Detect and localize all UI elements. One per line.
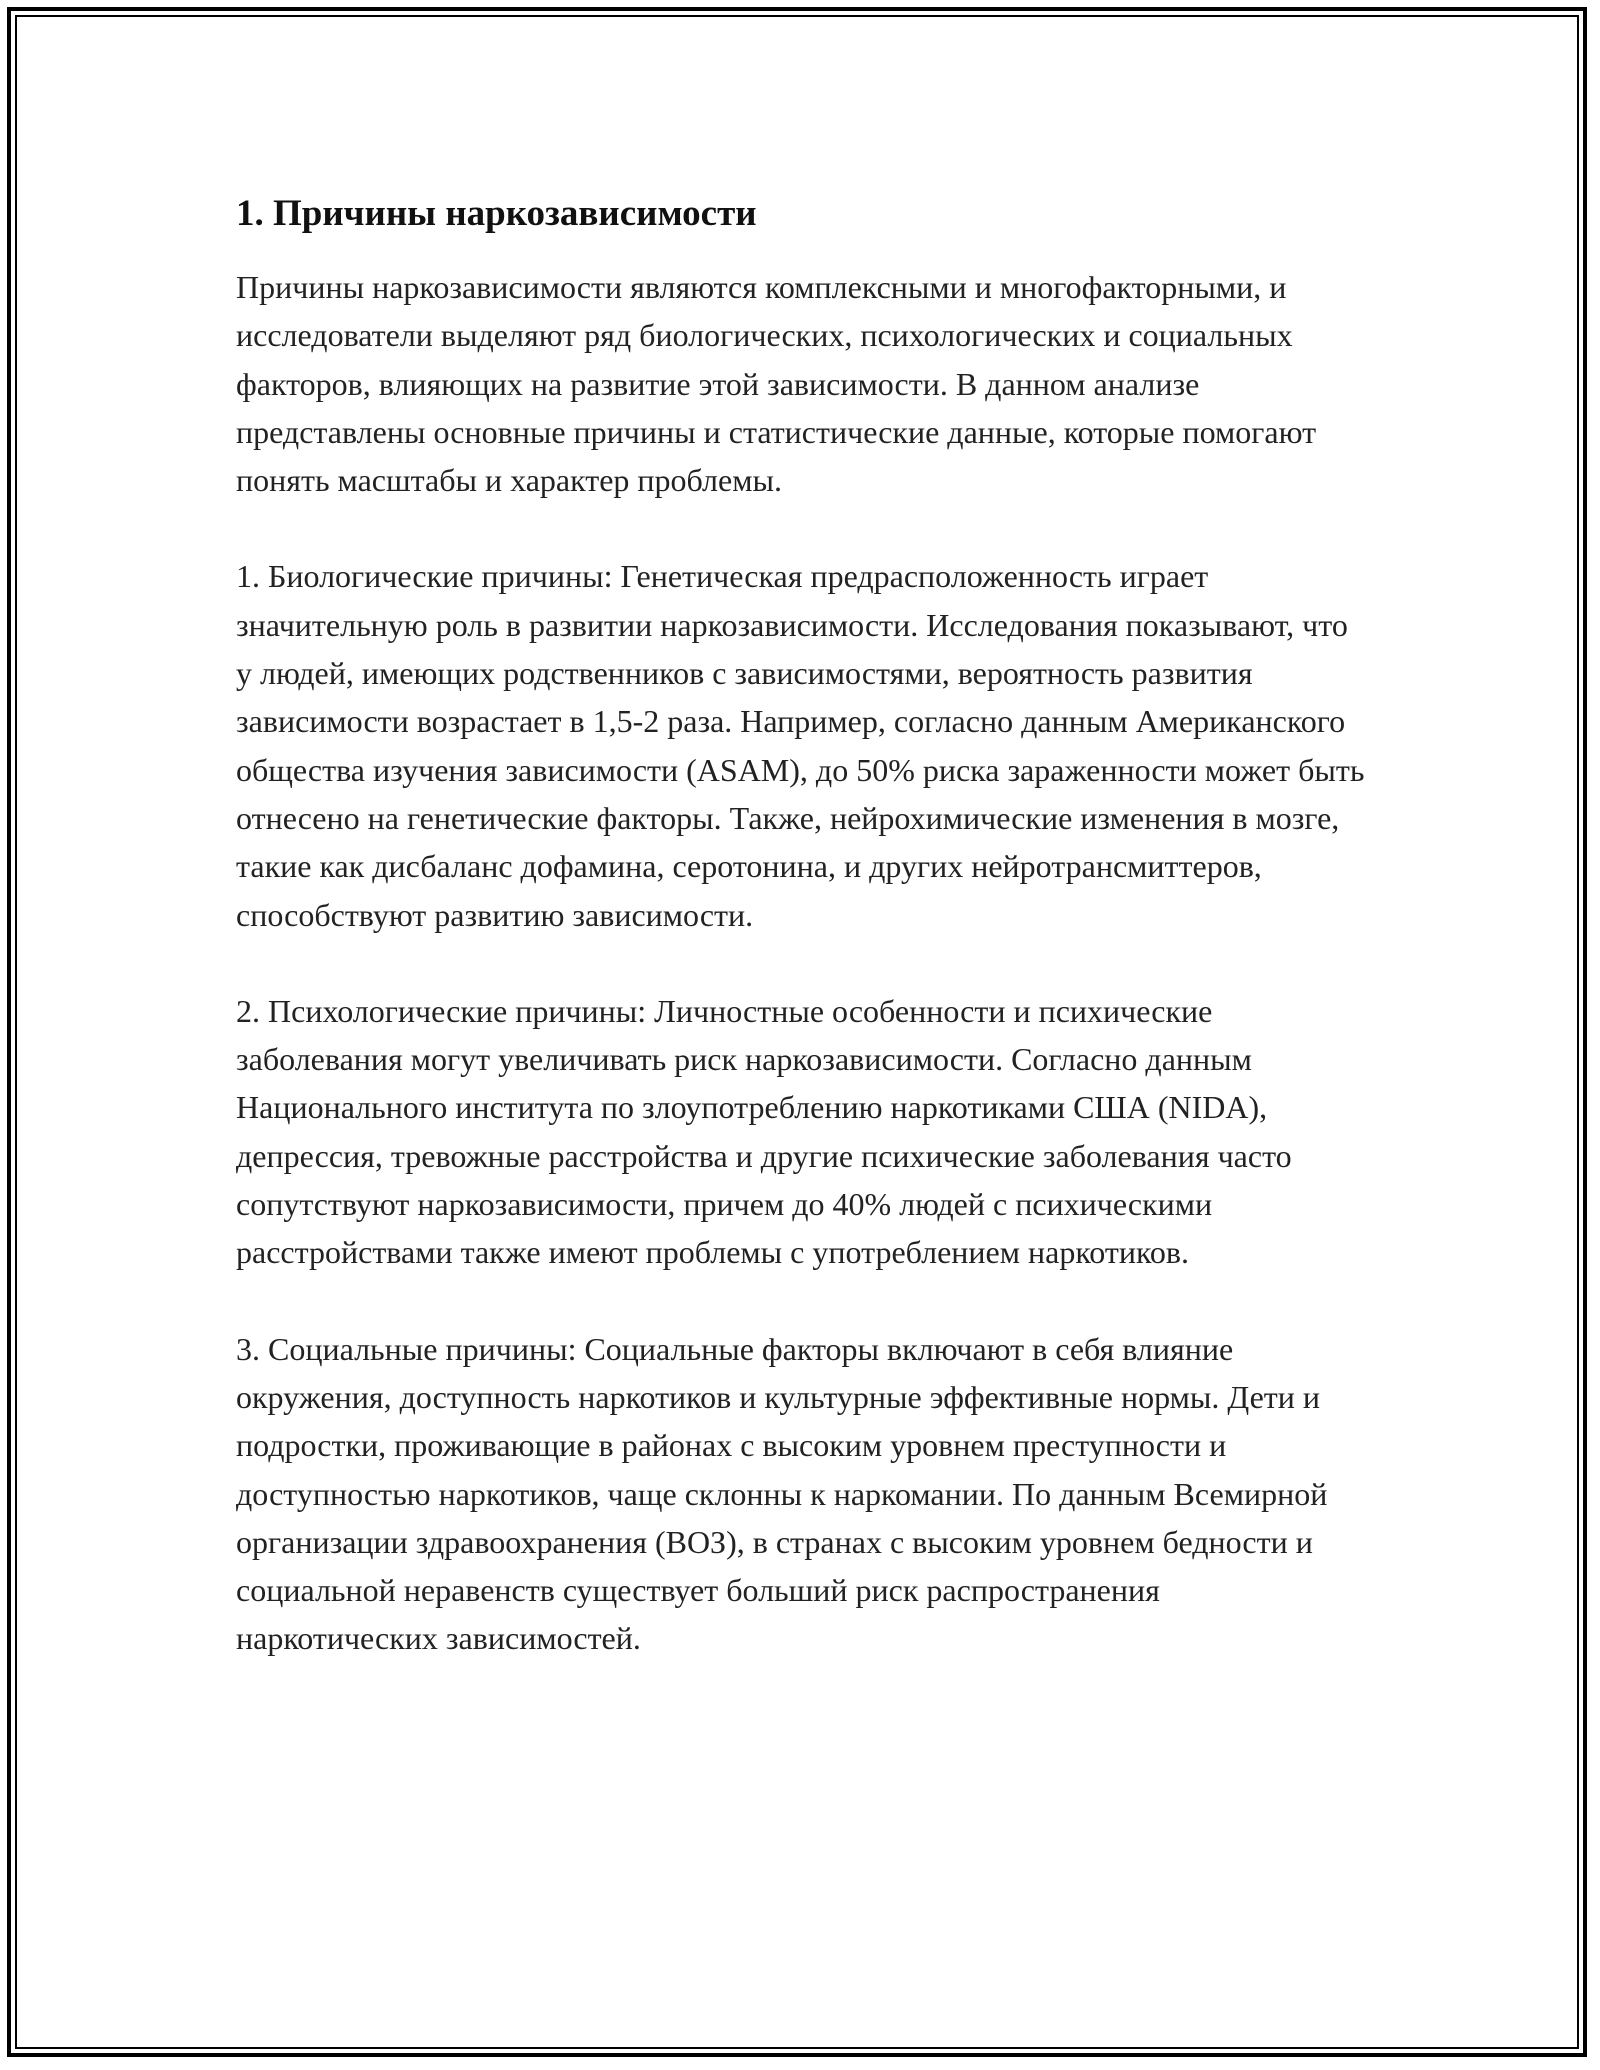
intro-paragraph: Причины наркозависимости являются комплексными и многофакторными, и исследователи выделяют ряд биологических, психологических и социальных факторов, влияющих на развитие этой зависимости. В данном анализе представлены основные причины и статистические данные, которые помогают понять масштабы и характер проблемы. (236, 269, 1317, 499)
document-body (236, 185, 1366, 1711)
section-heading: 1. Причины наркозависимости (236, 193, 757, 234)
social-causes-paragraph: 3. Социальные причины: Социальные факторы включают в себя влияние окружения, доступность наркотиков и культурные эффективные нормы. Дети и подростки, проживающие в районах с высоким уровнем преступности и доступностью наркотиков, чаще склонны к наркомании. По данным Всемирной организации здравоохранения (ВОЗ), в странах с высоким уровнем бедности и социальной неравенств существует больший риск распространения наркотических зависимостей. (236, 1330, 1328, 1657)
biological-causes-paragraph: 1. Биологические причины: Генетическая предрасположенность играет значительную роль в развитии наркозависимости. Исследования показывают, что у людей, имеющих родственников с зависимостями, вероятность развития зависимости возрастает в 1,5-2 раза. Например, согласно данным Американского общества изучения зависимости (ASAM), до 50% риска зараженности может быть отнесено на генетические факторы. Также, нейрохимические изменения в мозге, такие как дисбаланс дофамина, серотонина, и других нейротрансмиттеров, способствуют развитию зависимости. (236, 558, 1365, 933)
psychological-causes-paragraph: 2. Психологические причины: Личностные особенности и психические заболевания могут увеличивать риск наркозависимости. Согласно данным Национального института по злоупотреблению наркотиками США (NIDA), депрессия, тревожные расстройства и другие психические заболевания часто сопутствуют наркозависимости, причем до 40% людей с психическими расстройствами также имеют проблемы с употреблением наркотиков. (236, 992, 1292, 1271)
